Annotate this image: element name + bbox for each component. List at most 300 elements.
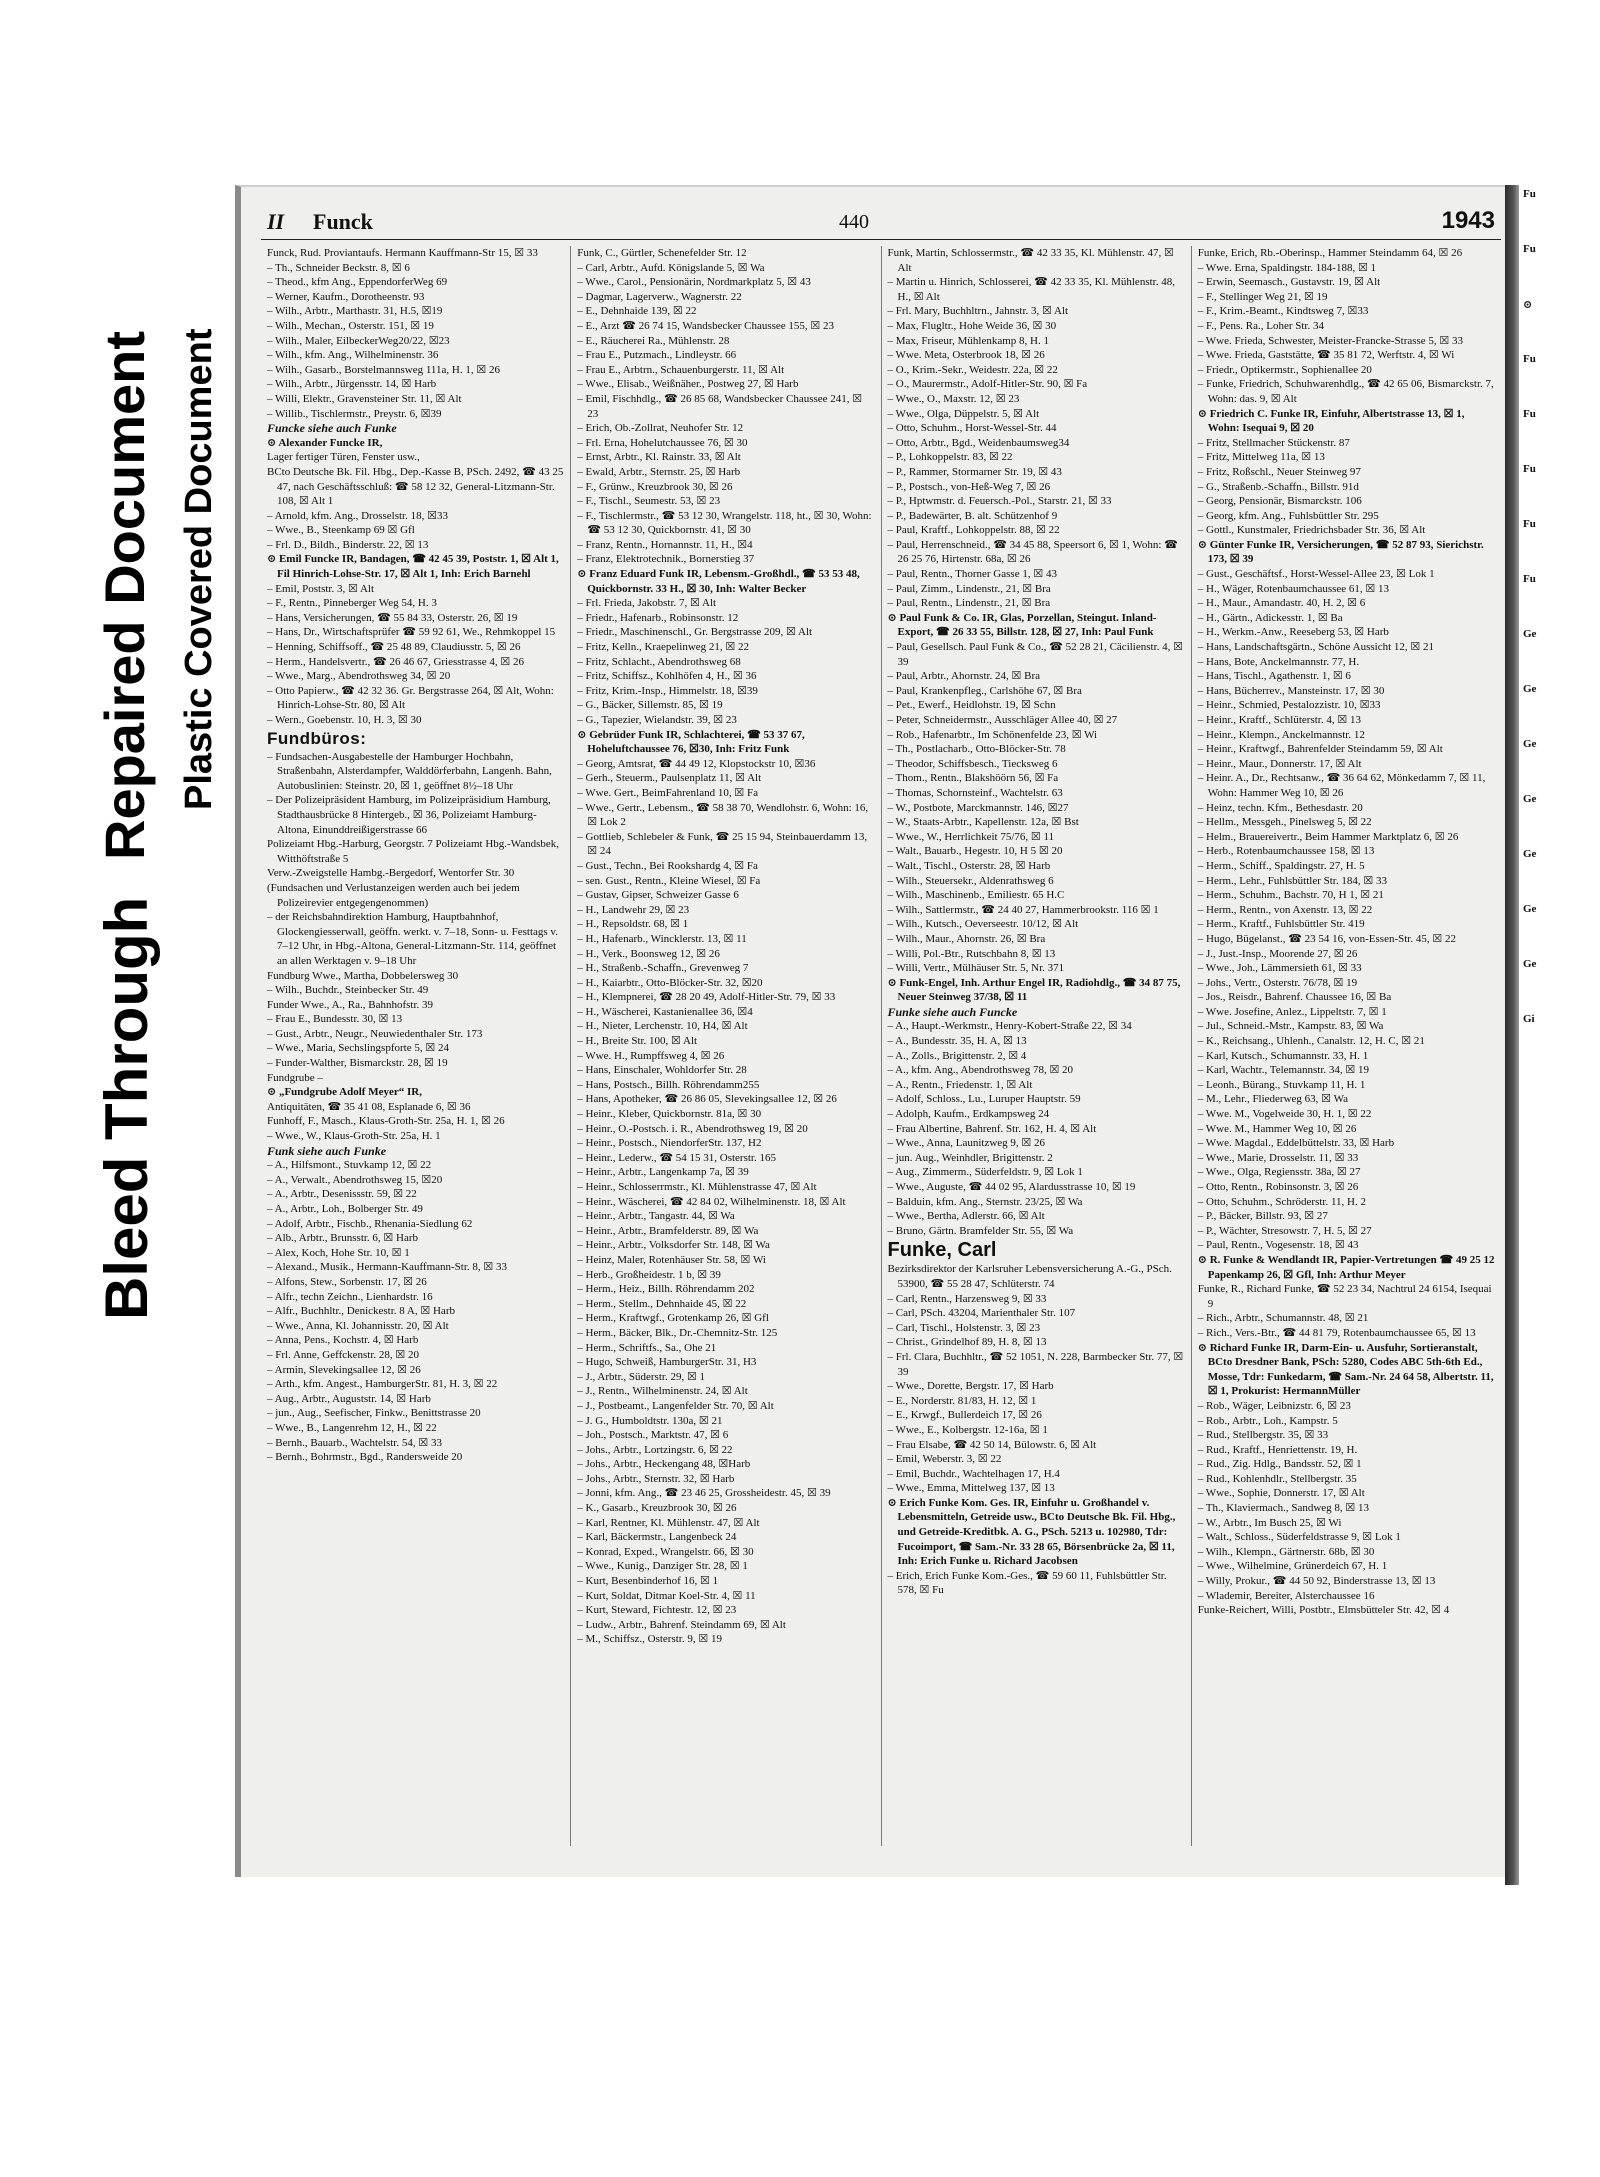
directory-entry: – Alfr., techn Zeichn., Lienhardstr. 16 [267,1290,433,1303]
directory-entry: – Wwe. Gert., BeimFahrenland 10, ☒ Fa [577,786,758,799]
directory-entry: – Fundsachen-Ausgabestelle der Hamburger Hochbahn, Straßenbahn, Alsterdampfer, Walddörferbahn, Langenh. Bahn, Autobuslinien: Steinstr. 20, ☒ 1, geöffnet 8½–18 Uhr [267,750,552,792]
directory-entry: – Friedr., Optikermstr., Sophienallee 20 [1197,363,1372,376]
directory-entry: – Aug., Arbtr., Auguststr. 14, ☒ Harb [267,1392,431,1405]
directory-entry: – Wwe., B., Steenkamp 69 ☒ Gfl [267,524,415,537]
directory-entry: – Karl, Wachtr., Telemannstr. 34, ☒ 19 [1197,1064,1369,1077]
directory-entry: – Ludw., Arbtr., Bahrenf. Steindamm 69, ☒ Alt [577,1618,786,1631]
directory-entry: – H., Gärtn., Adickesstr. 1, ☒ Ba [1197,611,1343,624]
adjacent-fragment: Ge [1523,848,1537,860]
directory-entry: – P., Hptwmstr. d. Feuersch.-Pol., Starstr. 21, ☒ 33 [887,495,1112,508]
directory-entry: – Otto, Schuhm., Horst-Wessel-Str. 44 [887,422,1057,435]
directory-entry: – Willi, Vertr., Mülhäuser Str. 5, Nr. 371 [887,962,1065,975]
directory-entry: – M., Lehr., Fliederweg 63, ☒ Wa [1197,1093,1348,1106]
directory-entry: – Gerh., Steuerm., Paulsenplatz 11, ☒ Alt [577,772,762,785]
adjacent-fragment: Fu [1523,188,1536,200]
directory-entry: – Alfons, Stew., Sorbenstr. 17, ☒ 26 [267,1275,427,1288]
adjacent-fragment: Fu [1523,408,1536,420]
adjacent-fragment: Ge [1523,628,1537,640]
directory-entry: – J., Postbeamt., Langenfelder Str. 70, ☒ Alt [577,1399,774,1412]
directory-entry: – Wwe., Elisab., Weißnäher., Postweg 27, ☒ Harb [577,378,799,391]
directory-entry: – Paul, Rentn., Lindenstr., 21, ☒ Bra [887,597,1051,610]
directory-entry: – J. G., Humboldtstr. 130a, ☒ 21 [577,1414,723,1427]
directory-entry: – Willi, Pol.-Btr., Rutschbahn 8, ☒ 13 [887,947,1056,960]
directory-entry: – Max, Flugltr., Hohe Weide 36, ☒ 30 [887,319,1057,332]
directory-entry: – Herm., Handelsvertr., ☎ 26 46 67, Griesstrasse 4, ☒ 26 [267,655,524,668]
directory-entry: – Heinr., Arbtr., Tangastr. 44, ☒ Wa [577,1210,735,1223]
directory-entry: – J., Rentn., Wilhelminenstr. 24, ☒ Alt [577,1385,748,1398]
directory-entry: – Peter, Schneidermstr., Ausschläger Allee 40, ☒ 27 [887,714,1118,726]
directory-entry: – Paul, Rentn., Thorner Gasse 1, ☒ 43 [887,568,1057,581]
directory-entry: – Frl. Anne, Geffckenstr. 28, ☒ 20 [267,1348,420,1361]
directory-entry: – Heinr., Kraftf., Schlüterstr. 4, ☒ 13 [1197,714,1361,726]
directory-entry: – Frl. Clara, Buchhltr., ☎ 52 1051, N. 228, Barmbecker Str. 77, ☒ 39 [887,1350,1184,1378]
directory-entry: – F., Grünw., Kreuzbrook 30, ☒ 26 [577,480,733,493]
directory-entry: – H., Hafenarb., Wincklerstr. 13, ☒ 11 [577,932,747,945]
directory-entry: – O., Maurermstr., Adolf-Hitler-Str. 90, ☒ Fa [887,378,1088,391]
directory-entry: – H., Wäger, Rotenbaumchaussee 61, ☒ 13 [1197,582,1390,595]
directory-entry: – Wwe., Dorette, Bergstr. 17, ☒ Harb [887,1380,1054,1393]
directory-entry: – Hans, Dr., Wirtschaftsprüfer ☎ 59 92 61, We., Rehmkoppel 15 [267,626,556,639]
directory-entry: Funck, Rud. Proviantaufs. Hermann Kauffmann-Str 15, ☒ 33 [267,247,538,259]
repaired-document-label: Repaired Document [93,331,156,860]
directory-entry: – jun., Aug., Seefischer, Finkw., Benittstrasse 20 [267,1407,481,1420]
directory-entry: – sen. Gust., Rentn., Kleine Wiesel, ☒ Fa [577,874,761,887]
directory-entry: – Walt., Schloss., Süderfeldstrasse 9, ☒ Lok 1 [1197,1531,1401,1544]
directory-entry: – Friedr., Hafenarb., Robinsonstr. 12 [577,611,739,624]
directory-entry: – Wwe. M., Vogelweide 30, H. 1, ☒ 22 [1197,1108,1372,1121]
directory-entry: – Otto, Schuhm., Schröderstr. 11, H. 2 [1197,1195,1366,1208]
directory-entry: – Kurt, Steward, Fichtestr. 12, ☒ 23 [577,1604,737,1617]
directory-entry: – Wwe. Frieda, Gaststätte, ☎ 35 81 72, Werftstr. 4, ☒ Wi [1197,349,1455,362]
directory-entry: – Paul, Arbtr., Ahornstr. 24, ☒ Bra [887,670,1041,683]
directory-entry: – H., Werkm.-Anw., Reeseberg 53, ☒ Harb [1197,626,1389,639]
directory-entry: – Paul, Herrenschneid., ☎ 34 45 88, Speersort 6, ☒ 1, Wohn: ☎ 26 25 76, Hirtenstr. 68a, ☒ 26 [887,538,1178,566]
directory-entry: – Adolph, Kaufm., Erdkampsweg 24 [887,1108,1050,1121]
directory-entry: – Frl. Erna, Hohelutchaussee 76, ☒ 30 [577,436,748,449]
directory-entry: – Alex, Koch, Hohe Str. 10, ☒ 1 [267,1246,410,1259]
directory-entry: – Heinr. A., Dr., Rechtsanw., ☎ 36 64 62, Mönkedamm 7, ☒ 11, Wohn: Hammer Weg 10, ☒ 26 [1197,772,1486,799]
directory-entry: – Wwe. M., Hammer Weg 10, ☒ 26 [1197,1122,1357,1135]
directory-entry: – Rud., Stellbergstr. 35, ☒ 33 [1197,1429,1329,1442]
directory-entry: – P., Rammer, Stormarner Str. 19, ☒ 43 [887,465,1062,478]
directory-entry: – Th., Klaviermach., Sandweg 8, ☒ 13 [1197,1502,1370,1515]
directory-entry: – Hans, Bücherrev., Mansteinstr. 17, ☒ 30 [1197,684,1385,697]
directory-entry: – Theodor, Schiffsbesch., Tiecksweg 6 [887,757,1058,770]
directory-entry: – Herm., Heiz., Billh. Röhrendamm 202 [577,1283,755,1296]
directory-entry: – H., Wäscherei, Kastanienallee 36, ☒4 [577,1005,753,1018]
directory-entry: – Alfr., Buchhltr., Denickestr. 8 A, ☒ Harb [267,1305,455,1318]
directory-entry: – Wilh., kfm. Ang., Wilhelminenstr. 36 [267,349,439,362]
directory-entry: – Gottl., Kunstmaler, Friedrichsbader Str. 36, ☒ Alt [1197,524,1426,537]
directory-entry: – Hans, Einschaler, Wohldorfer Str. 28 [577,1064,747,1077]
directory-entry: – Wilh., Steuersekr., Aldenrathsweg 6 [887,874,1054,887]
directory-entry: – H., Landwehr 29, ☒ 23 [577,903,690,916]
directory-entry: – Wwe., Maria, Sechslingspforte 5, ☒ 24 [267,1042,449,1055]
directory-entry: – Wilh., Gasarb., Borstelmannsweg 111a, H. 1, ☒ 26 [267,363,500,376]
section-number: II [267,209,285,234]
side-labels [0,0,235,1400]
column-1 [261,246,571,1846]
directory-entry: – Carl, Tischl., Holstenstr. 3, ☒ 23 [887,1321,1041,1334]
directory-entry: Fundbüros: [267,728,367,748]
directory-entry: – Wwe. Josefine, Anlez., Lippeltstr. 7, ☒ 1 [1197,1005,1387,1018]
directory-entry: ⊙ Gebrüder Funk IR, Schlachterei, ☎ 53 37 67, Hoheluftchaussee 76, ☒30, Inh: Fritz Funk [577,728,805,756]
directory-entry: – F., Pens. Ra., Loher Str. 34 [1197,319,1324,332]
directory-entry: – H., Breite Str. 100, ☒ Alt [577,1035,698,1048]
directory-entry: – Hugo, Schweiß, HamburgerStr. 31, H3 [577,1356,757,1369]
directory-entry: – Wilh., Arbtr., Marthastr. 31, H.5, ☒19 [267,305,443,318]
directory-entry: – Martin u. Hinrich, Schlosserei, ☎ 42 33 35, Kl. Mühlenstr. 48, H., ☒ Alt [887,276,1175,303]
directory-entry: ⊙ Alexander Funcke IR, [267,436,383,449]
directory-entry: – A., Rentn., Friedenstr. 1, ☒ Alt [887,1078,1033,1091]
directory-entry: – Rud., Kohlenhdlr., Stellbergstr. 35 [1197,1472,1357,1485]
directory-entry: – Hugo, Bügelanst., ☎ 23 54 16, von-Essen-Str. 45, ☒ 22 [1197,932,1456,945]
directory-entry: – Fritz, Schlacht., Abendrothsweg 68 [577,655,741,668]
directory-entry: – Rob., Hafenarbtr., Im Schönenfelde 23, ☒ Wi [887,728,1098,741]
directory-entry: – H., Klempnerei, ☎ 28 20 49, Adolf-Hitler-Str. 79, ☒ 33 [577,991,836,1004]
directory-entry: – Dagmar, Lagerverw., Wagnerstr. 22 [577,290,742,303]
directory-entry: – H., Repsoldstr. 68, ☒ 1 [577,918,689,931]
directory-entry: – Wilh., Mechan., Osterstr. 151, ☒ 19 [267,319,434,332]
directory-entry: – Frau Albertine, Bahrenf. Str. 162, H. 4, ☒ Alt [887,1122,1097,1135]
directory-entry: – Karl, Rentner, Kl. Mühlenstr. 47, ☒ Alt [577,1516,760,1529]
directory-entry: – Frau E., Bundesstr. 30, ☒ 13 [267,1013,403,1026]
directory-entry: – Heinz, techn. Kfm., Bethesdastr. 20 [1197,801,1363,814]
directory-entry: – Wern., Goebenstr. 10, H. 3, ☒ 30 [267,714,422,726]
directory-entry: – Adolf, Schloss., Lu., Luruper Hauptstr. 59 [887,1093,1081,1106]
directory-entry: – Frl. Frieda, Jakobstr. 7, ☒ Alt [577,597,717,610]
directory-entry: – Herm., Stellm., Dehnhaide 45, ☒ 22 [577,1297,747,1310]
directory-entry: – Johs., Vertr., Osterstr. 76/78, ☒ 19 [1197,976,1358,989]
directory-entry: – Friedr., Maschinenschl., Gr. Bergstrasse 209, ☒ Alt [577,626,813,639]
directory-entry: – Wilh., Klempn., Gärtnerstr. 68b, ☒ 30 [1197,1545,1375,1558]
directory-entry: Funke, Erich, Rb.-Oberinsp., Hammer Steindamm 64, ☒ 26 [1197,247,1463,259]
directory-entry: – H., Nieter, Lerchenstr. 10, H4, ☒ Alt [577,1020,748,1033]
directory-entry: – H., Kaiarbtr., Otto-Blöcker-Str. 32, ☒20 [577,976,763,989]
directory-entry: – Jos., Reisdr., Bahrenf. Chaussee 16, ☒ Ba [1197,991,1392,1004]
directory-entry: – Frau E., Putzmach., Lindleystr. 66 [577,349,737,362]
directory-entry: – Heinr., Schlosserrmstr., Kl. Mühlenstrasse 47, ☒ Alt [577,1181,817,1193]
directory-entry: – Paul, Krankenpfleg., Carlshöhe 67, ☒ Bra [887,684,1082,697]
directory-entry: – P., Wächter, Stresowstr. 7, H. 5, ☒ 27 [1197,1224,1372,1237]
directory-entry: – Funder-Walther, Bismarckstr. 28, ☒ 19 [267,1057,448,1070]
directory-entry: – Walt., Bauarb., Hegestr. 10, H 5 ☒ 20 [887,845,1063,858]
directory-entry: – Fritz, Krim.-Insp., Himmelstr. 18, ☒39 [577,684,758,697]
directory-entry: – Thom., Rentn., Blakshöörn 56, ☒ Fa [887,772,1059,785]
directory-entry: – Frl. D., Bildh., Binderstr. 22, ☒ 13 [267,538,429,551]
directory-entry: – W., Arbtr., Im Busch 25, ☒ Wi [1197,1516,1342,1529]
directory-entry: – F., Tischl., Seumestr. 53, ☒ 23 [577,495,721,508]
page-number: 440 [839,211,869,233]
directory-entry: – P., Lohkoppelstr. 83, ☒ 22 [887,451,1013,464]
directory-entry: Bezirksdirektor der Karlsruher Lebensversicherung A.-G., PSch. 53900, ☎ 55 28 47, Schlüterstr. 74 [887,1263,1172,1290]
directory-entry: ⊙ „Fundgrube Adolf Meyer“ IR, [267,1086,422,1099]
directory-entry: ⊙ Richard Funke IR, Darm-Ein- u. Ausfuhr, Sortieranstalt, BCto Dresdner Bank, PSch: 5280, Codes ABC 5th-6th Ed., Mosse, Tdr: Funkedarm, ☎ Sam.-Nr. 24 64 58, Albertstr. 11, ☒ 1, Prokurist: HermannMüller [1197,1341,1494,1398]
directory-entry: – Herm., Schiff., Spaldingstr. 27, H. 5 [1197,859,1365,872]
adjacent-fragment: Fu [1523,243,1536,255]
directory-entry: – Wilh., Arbtr., Jürgensstr. 14, ☒ Harb [267,378,437,391]
adjacent-fragment: Ge [1523,958,1537,970]
directory-entry: – Heinr., O.-Postsch. i. R., Abendrothsweg 19, ☒ 20 [577,1122,808,1135]
directory-entry: ⊙ Friedrich C. Funke IR, Einfuhr, Albertstrasse 13, ☒ 1, Wohn: Isequai 9, ☒ 20 [1197,407,1465,435]
directory-entry: – Leonh., Bürang., Stuvkamp 11, H. 1 [1197,1078,1366,1091]
directory-entry: – Herb., Rotenbaumchaussee 158, ☒ 13 [1197,845,1375,858]
directory-entry: – Heinr., Klempn., Anckelmannstr. 12 [1197,728,1365,741]
directory-entry: – Der Polizeipräsident Hamburg, im Polizeipräsidium Hamburg, Stadthausbrücke 8 Hintergeb., ☒ 36, Polizeiamt Hamburg-Altona, Einunddreißigerstrasse 66 [267,794,551,836]
directory-entry: – Rob., Wäger, Leibnizstr. 6, ☒ 23 [1197,1399,1351,1412]
directory-entry: ⊙ Funk-Engel, Inh. Arthur Engel IR, Radiohdlg., ☎ 34 87 75, Neuer Steinweg 37/38, ☒ 11 [887,976,1181,1004]
directory-entry: – Pet., Ewerf., Heidlohstr. 19, ☒ Schn [887,699,1056,712]
directory-entry: – Ernst, Arbtr., Kl. Rainstr. 33, ☒ Alt [577,451,741,464]
directory-entry: – Wwe., Anna, Launitzweg 9, ☒ 26 [887,1137,1046,1150]
directory-entry: – E., Räucherei Ra., Mühlenstr. 28 [577,334,730,347]
directory-entry: – E., Krwgf., Bullerdeich 17, ☒ 26 [887,1409,1042,1422]
directory-entry: ⊙ Emil Funcke IR, Bandagen, ☎ 42 45 39, Poststr. 1, ☒ Alt 1, Fil Hinrich-Lohse-Str. 17, ☒ Alt 1, Inh: Erich Barnehl [267,553,559,581]
directory-entry: – Rich., Arbtr., Schumannstr. 48, ☒ 21 [1197,1312,1369,1325]
directory-entry: – Jul., Schneid.-Mstr., Kampstr. 83, ☒ Wa [1197,1020,1384,1033]
directory-entry: – Rud., Zig. Hdlg., Bandsstr. 52, ☒ 1 [1197,1458,1362,1471]
adjacent-fragment: Fu [1523,463,1536,475]
directory-entry: – P., Badewärter, B. alt. Schützenhof 9 [887,509,1058,522]
directory-entry: – Herm., Kraftf., Fuhlsbüttler Str. 419 [1197,918,1365,931]
directory-entry: – Kurt, Soldat, Ditmar Koel-Str. 4, ☒ 11 [577,1589,756,1602]
directory-entry: – H., Maur., Amandastr. 40, H. 2, ☒ 6 [1197,597,1366,610]
directory-entry: – Bernh., Bohrmstr., Bgd., Randersweide 20 [267,1451,463,1464]
directory-entry: – Emil, Fischhdlg., ☎ 26 85 68, Wandsbecker Chaussee 241, ☒ 23 [577,392,863,420]
directory-entry: – Wwe., E., Kolbergstr. 12-16a, ☒ 1 [887,1423,1048,1436]
directory-entry: – Willib., Tischlermstr., Preystr. 6, ☒39 [267,407,442,420]
directory-entry: – Wwe. Erna, Spaldingstr. 184-188, ☒ 1 [1197,261,1377,274]
directory-entry: – Karl, Kutsch., Schumannstr. 33, H. 1 [1197,1049,1369,1062]
directory-entry: – Carl, Rentn., Harzensweg 9, ☒ 33 [887,1292,1047,1305]
directory-entry: – Hans, Bote, Anckelmannstr. 77, H. [1197,655,1360,668]
directory-entry: – P., Bäcker, Billstr. 93, ☒ 27 [1197,1210,1328,1223]
directory-entry: – Johs., Arbtr., Lortzingstr. 6, ☒ 22 [577,1443,733,1456]
directory-entry: – Herb., Großheidestr. 1 b, ☒ 39 [577,1268,721,1281]
directory-entry: – Wwe. Meta, Osterbrook 18, ☒ 26 [887,349,1045,362]
directory-entry: – Funke, Friedrich, Schuhwarenhdlg., ☎ 42 65 06, Bismarckstr. 7, Wohn: das. 9, ☒ Alt [1197,378,1494,405]
adjacent-fragment: Fu [1523,353,1536,365]
directory-entry: – Fritz, Kelln., Kraepelinweg 21, ☒ 22 [577,641,750,654]
directory-entry: – W., Postbote, Marckmannstr. 146, ☒27 [887,801,1069,814]
bleed-through-label: Bleed Through [93,896,160,1320]
directory-entry: – Willy, Prokur., ☎ 44 50 92, Binderstrasse 13, ☒ 13 [1197,1575,1436,1588]
directory-entry: – Carl, Arbtr., Aufd. Königslande 5, ☒ Wa [577,261,765,274]
directory-entry: – A., kfm. Ang., Abendrothsweg 78, ☒ 20 [887,1064,1074,1077]
directory-entry: – Bernh., Bauarb., Wachtelstr. 54, ☒ 33 [267,1436,442,1449]
directory-entry: – Wwe. H., Rumpffsweg 4, ☒ 26 [577,1049,725,1062]
directory-entry: – Heinr., Maur., Donnerstr. 17, ☒ Alt [1197,757,1362,770]
directory-entry: Antiquitäten, ☎ 35 41 08, Esplanade 6, ☒ 36 [267,1100,471,1113]
directory-entry: – Heinr., Lederw., ☎ 54 15 31, Osterstr. 165 [577,1151,776,1164]
directory-entry: – Helm., Brauereivertr., Beim Hammer Marktplatz 6, ☒ 26 [1197,830,1459,843]
directory-entry: – Rud., Kraftf., Henriettenstr. 19, H. [1197,1443,1358,1456]
directory-entry: BCto Deutsche Bk. Fil. Hbg., Dep.-Kasse B, PSch. 2492, ☎ 43 25 47, nach Geschäftsschluß: ☎ 58 12 32, General-Litzmann-Str. 108, ☒ Alt 1 [267,465,564,508]
directory-entry: – Jonni, kfm. Ang., ☎ 23 46 25, Grossheidestr. 45, ☒ 39 [577,1487,831,1500]
directory-entry: – Fritz, Stellmacher Stückenstr. 87 [1197,436,1350,449]
directory-entry: Funk siehe auch Funke [267,1143,387,1158]
plastic-covered-label: Plastic Covered Document [178,328,220,810]
directory-entry: – Heinr., Arbtr., Volksdorfer Str. 148, ☒ Wa [577,1239,770,1252]
directory-entry: – Heinr., Wäscherei, ☎ 42 84 02, Wilhelminenstr. 18, ☒ Alt [577,1195,846,1208]
directory-entry: – J., Arbtr., Süderstr. 29, ☒ 1 [577,1370,706,1383]
directory-entry: – Herm., Schuhm., Bachstr. 70, H 1, ☒ 21 [1197,889,1384,902]
directory-entry: – E., Arzt ☎ 26 74 15, Wandsbecker Chaussee 155, ☒ 23 [577,319,835,332]
directory-entry: – Gustav, Gipser, Schweizer Gasse 6 [577,889,739,902]
directory-entry: – Wwe. Magdal., Eddelbüttelstr. 33, ☒ Harb [1197,1137,1395,1150]
directory-entry: – Th., Schneider Beckstr. 8, ☒ 6 [267,261,410,274]
adjacent-fragment: ⊙ [1523,299,1533,311]
directory-entry: – Armin, Slevekingsallee 12, ☒ 26 [267,1363,421,1376]
column-4 [1192,246,1501,1846]
directory-entry: – Heinr., Schmied, Pestalozzistr. 10, ☒33 [1197,699,1381,712]
directory-entry: – Wwe., W., Herrlichkeit 75/76, ☒ 11 [887,830,1055,843]
directory-entry: – Henning, Schiffsoff., ☎ 25 48 89, Claudiusstr. 5, ☒ 26 [267,641,521,654]
directory-entry: – O., Krim.-Sekr., Weidestr. 22a, ☒ 22 [887,363,1058,376]
directory-entry: – Hans, Landschaftsgärtn., Schöne Aussicht 12, ☒ 21 [1197,641,1434,654]
directory-entry: – F., Rentn., Pinneberger Weg 54, H. 3 [267,597,437,610]
directory-entry: – E., Norderstr. 81/83, H. 12, ☒ 1 [887,1394,1037,1407]
directory-entry: – Ewald, Arbtr., Sternstr. 25, ☒ Harb [577,465,741,478]
directory-entry: – Frau E., Arbtrn., Schauenburgerstr. 11, ☒ Alt [577,363,785,376]
directory-entry: ⊙ Erich Funke Kom. Ges. IR, Einfuhr u. Großhandel v. Lebensmitteln, Getreide usw., BCto Deutsche Bk. Fil. Hbg., und Getreide-Kreditbk. A. G., PSch. 5213 u. 102980, Tdr: Fucoimport, ☎ Sam.-Nr. 33 28 65, Börsenbrücke 2a, ☒ 11, Inh: Erich Funke u. Richard Jacobsen [887,1496,1176,1568]
directory-entry: – Rob., Arbtr., Loh., Kampstr. 5 [1197,1414,1338,1427]
directory-entry: – Herm., Lehr., Fuhlsbüttler Str. 184, ☒ 33 [1197,874,1387,887]
directory-entry: – Wwe., Olga, Regiensstr. 38a, ☒ 27 [1197,1166,1361,1179]
directory-entry: – Wwe., Auguste, ☎ 44 02 95, Alardusstrasse 10, ☒ 19 [887,1181,1136,1193]
directory-entry: – A., Haupt.-Werkmstr., Henry-Kobert-Straße 22, ☒ 34 [887,1020,1132,1033]
directory-entry: – Frl. Mary, Buchhltrn., Jahnstr. 3, ☒ Alt [887,305,1069,318]
directory-entry: Polizeiamt Hbg.-Harburg, Georgstr. 7 Polizeiamt Hbg.-Wandsbek, Witthöftstraße 5 [267,838,559,865]
directory-entry: – Erich, Erich Funke Kom.-Ges., ☎ 59 60 11, Fuhlsbüttler Str. 578, ☒ Fu [887,1569,1167,1597]
adjacent-fragment: Ge [1523,738,1537,750]
directory-entry: – Frau Elsabe, ☎ 42 50 14, Bülowstr. 6, ☒ Alt [887,1438,1097,1451]
directory-entry: – Heinr., Arbtr., Langenkamp 7a, ☒ 39 [577,1166,749,1179]
directory-entry: – Wwe. Frieda, Schwester, Meister-Francke-Strasse 5, ☒ 33 [1197,334,1464,347]
directory-entry: – Hans, Postsch., Billh. Röhrendamm255 [577,1078,760,1091]
directory-entry: Funk, C., Gürtler, Schenefelder Str. 12 [577,247,747,259]
directory-entry: Fundgrube – [267,1071,323,1084]
directory-entry: – Hans, Apotheker, ☎ 26 86 05, Slevekingsallee 12, ☒ 26 [577,1093,837,1106]
directory-entry: – H., Straßenb.-Schaffn., Grevenweg 7 [577,962,749,975]
directory-entry: – Otto, Arbtr., Bgd., Weidenbaumsweg34 [887,436,1070,449]
running-header [261,205,1501,240]
directory-entry: – Arth., kfm. Angest., HamburgerStr. 81, H. 3, ☒ 22 [267,1378,498,1391]
directory-entry: – Fritz, Roßschl., Neuer Steinweg 97 [1197,465,1361,478]
directory-entry: – Konrad, Exped., Wrangelstr. 66, ☒ 30 [577,1545,754,1558]
directory-entry: – Thomas, Schornsteinf., Wachtelstr. 63 [887,786,1063,799]
directory-entry: Funke, Carl [887,1239,997,1262]
directory-entry: – Herm., Schriftfs., Sa., Ohe 21 [577,1341,717,1354]
directory-entry: – Erich, Ob.-Zollrat, Neuhofer Str. 12 [577,422,744,435]
directory-entry: – Wwe., W., Klaus-Groth-Str. 25a, H. 1 [267,1130,441,1143]
directory-entry: – Wwe., Marg., Abendrothsweg 34, ☒ 20 [267,670,451,683]
directory-entry: – Willi, Elektr., Gravensteiner Str. 11, ☒ Alt [267,392,462,405]
directory-columns [261,246,1501,1846]
directory-entry: – A., Bundesstr. 35, H. A, ☒ 13 [887,1035,1027,1048]
directory-entry: – Walt., Tischl., Osterstr. 28, ☒ Harb [887,859,1051,872]
adjacent-fragment: Gi [1523,1013,1535,1025]
directory-entry: – J., Just.-Insp., Moorende 27, ☒ 26 [1197,947,1358,960]
directory-entry: – Wlademir, Bereiter, Alsterchaussee 16 [1197,1589,1375,1602]
scanned-page [235,185,1511,1877]
adjacent-page-fragment [1519,160,1600,1880]
directory-entry: – Theod., kfm Ang., EppendorferWeg 69 [267,276,448,289]
directory-entry: – Fritz, Mittelweg 11a, ☒ 13 [1197,451,1325,464]
directory-page [261,205,1501,1865]
directory-entry: – Emil, Poststr. 3, ☒ Alt [267,582,375,595]
directory-entry: – Heinr., Kraftwgf., Bahrenfelder Steindamm 59, ☒ Alt [1197,743,1443,756]
page-edge-shadow [1505,185,1519,1885]
adjacent-fragment: Fu [1523,518,1536,530]
directory-entry: – Paul, Gesellsch. Paul Funk & Co., ☎ 52 28 21, Cäcilienstr. 4, ☒ 39 [887,641,1183,668]
directory-entry: Fundburg Wwe., Martha, Dobbelersweg 30 [267,969,459,982]
directory-entry: – Herm., Kraftwgf., Grotenkamp 26, ☒ Gfl [577,1312,769,1325]
directory-entry: – Wwe., Wilhelmine, Grünerdeich 67, H. 1 [1197,1560,1388,1573]
directory-entry: (Fundsachen und Verlustanzeigen werden auch bei jedem Polizeirevier entgegengenommen) [267,881,520,909]
directory-entry: – G., Tapezier, Wielandstr. 39, ☒ 23 [577,714,737,726]
directory-entry: ⊙ Franz Eduard Funk IR, Lebensm.-Großhdl., ☎ 53 53 48, Quickbornstr. 33 H., ☒ 30, Inh: Walter Becker [577,568,860,595]
directory-entry: – A., Verwalt., Abendrothsweg 15, ☒20 [267,1173,443,1186]
directory-entry: – Bruno, Gärtn. Bramfelder Str. 55, ☒ Wa [887,1224,1074,1237]
directory-entry: – Rich., Vers.-Btr., ☎ 44 81 79, Rotenbaumchaussee 65, ☒ 13 [1197,1326,1476,1339]
directory-entry: – Johs., Arbtr., Sternstr. 32, ☒ Harb [577,1472,735,1485]
directory-entry: – Emil, Weberstr. 3, ☒ 22 [887,1453,1002,1466]
directory-entry: – Joh., Postsch., Marktstr. 47, ☒ 6 [577,1429,729,1442]
column-2 [571,246,881,1846]
directory-entry: – Christ., Grindelhof 89, H. 8, ☒ 13 [887,1336,1047,1349]
directory-entry: – Alb., Arbtr., Brunsstr. 6, ☒ Harb [267,1232,419,1245]
directory-entry: – Heinr., Postsch., NiendorferStr. 137, H2 [577,1137,762,1150]
directory-entry: – Wwe., Sophie, Donnerstr. 17, ☒ Alt [1197,1487,1365,1500]
directory-entry: – Heinz, Maler, Rotenhäuser Str. 58, ☒ Wi [577,1253,766,1266]
year: 1943 [1441,207,1495,234]
directory-entry: – Johs., Arbtr., Heckengang 48, ☒Harb [577,1458,751,1471]
directory-entry: – P., Postsch., von-Heß-Weg 7, ☒ 26 [887,480,1051,493]
directory-entry: – Paul, Kraftf., Lohkoppelstr. 88, ☒ 22 [887,524,1060,537]
directory-entry: – Wwe., B., Langenrehm 12, H., ☒ 22 [267,1421,437,1434]
directory-entry: – Georg, Amtsrat, ☎ 44 49 12, Klopstockstr 10, ☒36 [577,757,816,770]
column-3 [882,246,1192,1846]
directory-entry: – F., Krim.-Beamt., Kindtsweg 7, ☒33 [1197,305,1369,318]
directory-entry: – Paul, Rentn., Vogesenstr. 18, ☒ 43 [1197,1239,1359,1252]
directory-entry: Funke, R., Richard Funke, ☎ 52 23 34, Nachtrul 24 6154, Isequai 9 [1197,1283,1492,1310]
adjacent-fragment: Ge [1523,683,1537,695]
directory-entry: – H., Verk., Boonsweg 12, ☒ 26 [577,947,720,960]
directory-entry: – Hellm., Messgeh., Pinelsweg 5, ☒ 22 [1197,816,1372,829]
directory-entry: – Wwe., Marie, Drosselstr. 11, ☒ 33 [1197,1151,1359,1164]
directory-entry: – Heinr., Kleber, Quickbornstr. 81a, ☒ 30 [577,1108,762,1121]
directory-entry: – Herm., Rentn., von Axenstr. 13, ☒ 22 [1197,903,1373,916]
directory-entry: – A., Hilfsmont., Stuvkamp 12, ☒ 22 [267,1159,432,1172]
directory-entry: – Wilh., Maschinenb., Emiliestr. 65 H.C [887,889,1065,902]
directory-entry: – Carl, PSch. 43204, Marienthaler Str. 107 [887,1307,1076,1320]
adjacent-fragment: Ge [1523,903,1537,915]
directory-entry: – Wilh., Kutsch., Oeverseestr. 10/12, ☒ Alt [887,918,1079,931]
header-name: Funck [313,209,373,234]
directory-entry: – Herm., Bäcker, Blk., Dr.-Chemnitz-Str. 125 [577,1326,778,1339]
directory-entry: Funk, Martin, Schlossermstr., ☎ 42 33 35, Kl. Mühlenstr. 47, ☒ Alt [887,247,1174,274]
directory-entry: – Hans, Versicherungen, ☎ 55 84 33, Osterstr. 26, ☒ 19 [267,611,518,624]
directory-entry: – Gust., Techn., Bei Rookshardg 4, ☒ Fa [577,859,758,872]
directory-entry: ⊙ Paul Funk & Co. IR, Glas, Porzellan, Steingut. Inland-Export, ☎ 26 33 55, Billstr. 128, ☒ 27, Inh: Paul Funk [887,611,1157,639]
directory-entry: – Max, Friseur, Mühlenkamp 8, H. 1 [887,334,1049,347]
directory-entry: – Paul, Zimm., Lindenstr., 21, ☒ Bra [887,582,1051,595]
directory-entry: – Gust., Arbtr., Neugr., Neuwiedenthaler Str. 173 [267,1027,483,1040]
directory-entry: – Wwe., Bertha, Adlerstr. 66, ☒ Alt [887,1210,1045,1223]
directory-entry: – Otto, Rentn., Robinsonstr. 3, ☒ 26 [1197,1181,1359,1193]
directory-entry: – Wilh., Maler, EilbeckerWeg20/22, ☒23 [267,334,450,347]
